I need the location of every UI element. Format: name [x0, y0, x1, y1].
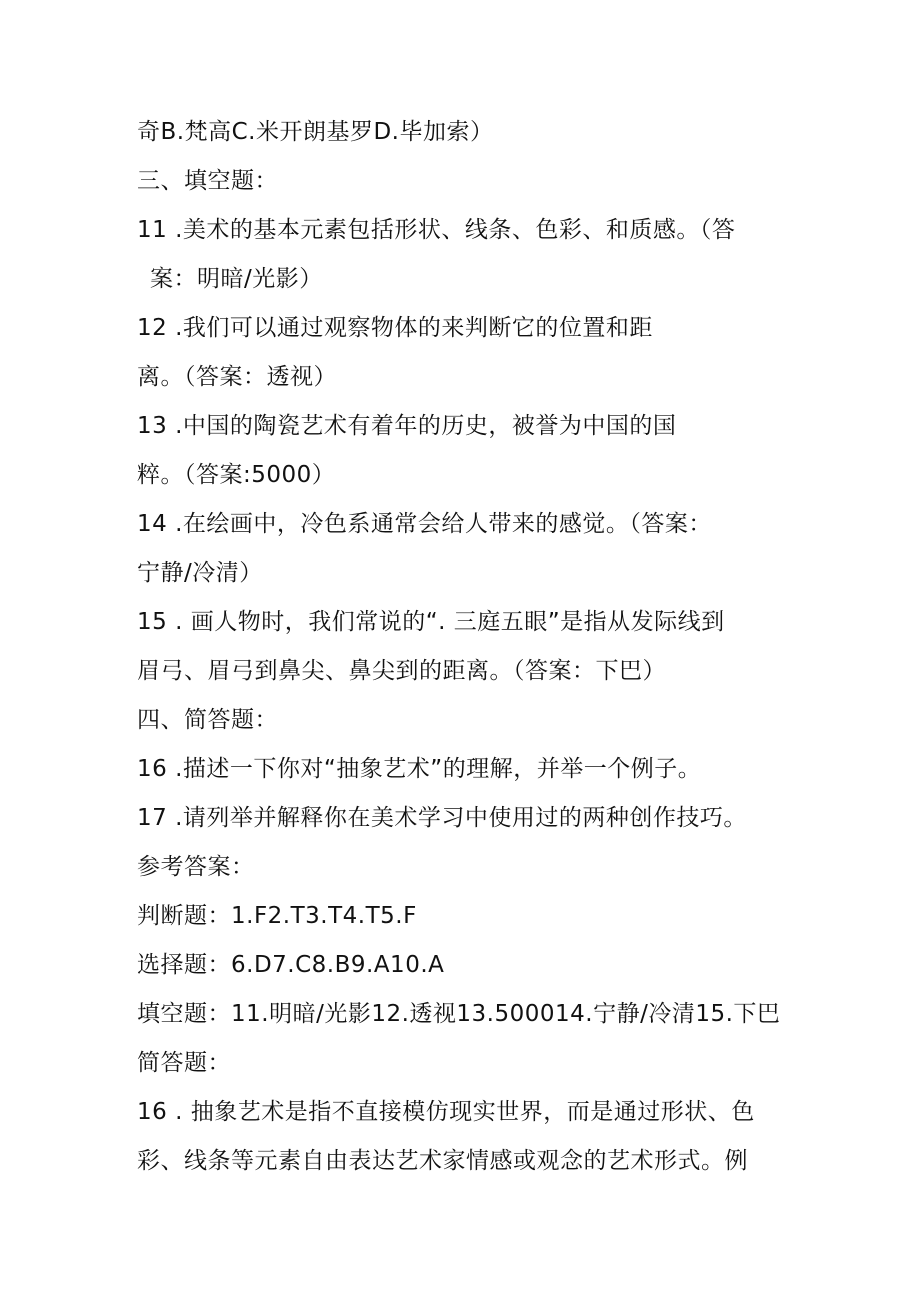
answer-16-cont: 彩、线条等元素自由表达艺术家情感或观念的艺术形式。例 [137, 1148, 748, 1174]
section-heading: 简答题： [137, 1050, 231, 1076]
section-heading: 四、简答题： [137, 707, 278, 733]
question-15-cont: 眉弓、眉弓到鼻尖、鼻尖到的距离。（答案：下巴） [137, 658, 666, 684]
question-14-cont: 宁静/冷清） [137, 560, 263, 586]
question-15: 15 . 画人物时，我们常说的“. 三庭五眼”是指从发际线到 [137, 609, 725, 635]
question-13: 13 .中国的陶瓷艺术有着年的历史，被誉为中国的国 [137, 413, 677, 439]
question-13-cont: 粹。（答案:5000） [137, 462, 336, 488]
answer-choice: 选择题：6.D7.C8.B9.A10.A [137, 952, 445, 978]
question-12-cont: 离。（答案：透视） [137, 364, 337, 390]
question-14: 14 .在绘画中，冷色系通常会给人带来的感觉。（答案： [137, 511, 712, 537]
section-heading: 参考答案： [137, 854, 255, 880]
question-16: 16 .描述一下你对“抽象艺术”的理解，并举一个例子。 [137, 756, 702, 782]
answer-true-false: 判断题：1.F2.T3.T4.T5.F [137, 903, 417, 929]
question-17: 17 .请列举并解释你在美术学习中使用过的两种创作技巧。 [137, 805, 747, 831]
question-11-cont: 案：明暗/光影） [150, 266, 323, 292]
question-11: 11 .美术的基本元素包括形状、线条、色彩、和质感。（答 [137, 217, 736, 243]
answer-fill-blank: 填空题：11.明暗/光影12.透视13.500014.宁静/冷清15.下巴 [137, 1001, 781, 1027]
section-heading: 三、填空题： [137, 168, 278, 194]
question-12: 12 .我们可以通过观察物体的来判断它的位置和距 [137, 315, 653, 341]
text-line: 奇B.梵高C.米开朗基罗D.毕加索） [137, 119, 494, 145]
answer-16: 16 . 抽象艺术是指不直接模仿现实世界，而是通过形状、色 [137, 1099, 755, 1125]
